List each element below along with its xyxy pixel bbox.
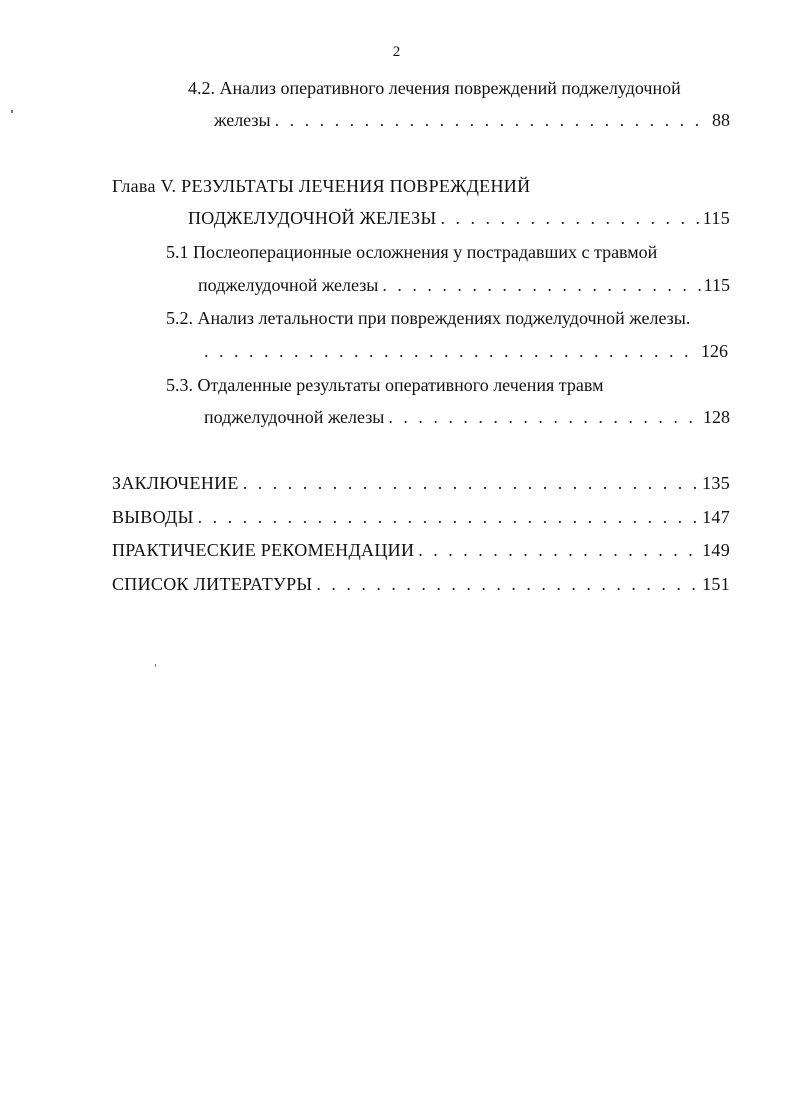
toc-conclusion-title: ЗАКЛЮЧЕНИЕ xyxy=(112,473,239,493)
toc-recommendations-row[interactable] xyxy=(112,538,730,562)
toc-page-number: 126 xyxy=(701,341,728,361)
toc-findings-title: ВЫВОДЫ xyxy=(112,507,194,527)
toc-page-number: 147 xyxy=(702,507,730,527)
leader-dots xyxy=(243,471,700,495)
toc-section-4-2-title-line2: железы xyxy=(214,110,271,130)
leader-dots xyxy=(198,505,701,529)
toc-page-number: 149 xyxy=(702,540,730,560)
leader-dots xyxy=(388,405,701,429)
toc-section-5-2-row[interactable] xyxy=(204,339,728,363)
toc-chapter-5-row[interactable] xyxy=(188,206,730,230)
scan-speck xyxy=(11,110,13,113)
scan-speck xyxy=(155,664,156,667)
toc-section-4-2-title-line1: 4.2. Анализ оперативного лечения повреждений поджелудочной xyxy=(188,78,681,98)
toc-page-number: 115 xyxy=(703,275,730,295)
toc-section-5-2-title-line1: 5.2. Анализ летальности при повреждениях поджелудочной железы. xyxy=(166,308,691,328)
toc-section-5-3-title-line1: 5.3. Отдаленные результаты оперативного лечения травм xyxy=(166,375,604,395)
toc-section-5-1-title-line1: 5.1 Послеоперационные осложнения у пострадавших с травмой xyxy=(166,242,658,262)
toc-page-number: 135 xyxy=(702,473,730,493)
toc-section-4-2-row[interactable] xyxy=(214,108,730,132)
toc-findings-row[interactable] xyxy=(112,505,730,529)
toc-conclusion-row[interactable] xyxy=(112,471,730,495)
toc-chapter-5-title-line1: Глава V. РЕЗУЛЬТАТЫ ЛЕЧЕНИЯ ПОВРЕЖДЕНИЙ xyxy=(112,176,531,196)
toc-section-5-3-title-line2: поджелудочной железы xyxy=(204,407,385,427)
page-number: 2 xyxy=(392,44,401,60)
toc-section-5-3-row[interactable] xyxy=(204,405,730,429)
toc-page-number: 128 xyxy=(703,407,730,427)
toc-section-5-1-row[interactable] xyxy=(198,273,730,297)
toc-page-number: 151 xyxy=(702,574,730,594)
toc-chapter-5-title-line2: ПОДЖЕЛУДОЧНОЙ ЖЕЛЕЗЫ xyxy=(188,208,437,228)
leader-dots xyxy=(316,572,700,596)
toc-references-row[interactable] xyxy=(112,572,730,596)
toc-page-number: 115 xyxy=(702,208,730,228)
leader-dots xyxy=(275,108,710,132)
toc-section-5-1-title-line2: поджелудочной железы xyxy=(198,275,379,295)
leader-dots xyxy=(418,538,700,562)
toc-page-number: 88 xyxy=(712,110,730,130)
leader-dots xyxy=(440,206,700,230)
toc-recommendations-title: ПРАКТИЧЕСКИЕ РЕКОМЕНДАЦИИ xyxy=(112,540,415,560)
toc-references-title: СПИСОК ЛИТЕРАТУРЫ xyxy=(112,574,313,594)
leader-dots xyxy=(204,339,699,363)
leader-dots xyxy=(382,273,701,297)
